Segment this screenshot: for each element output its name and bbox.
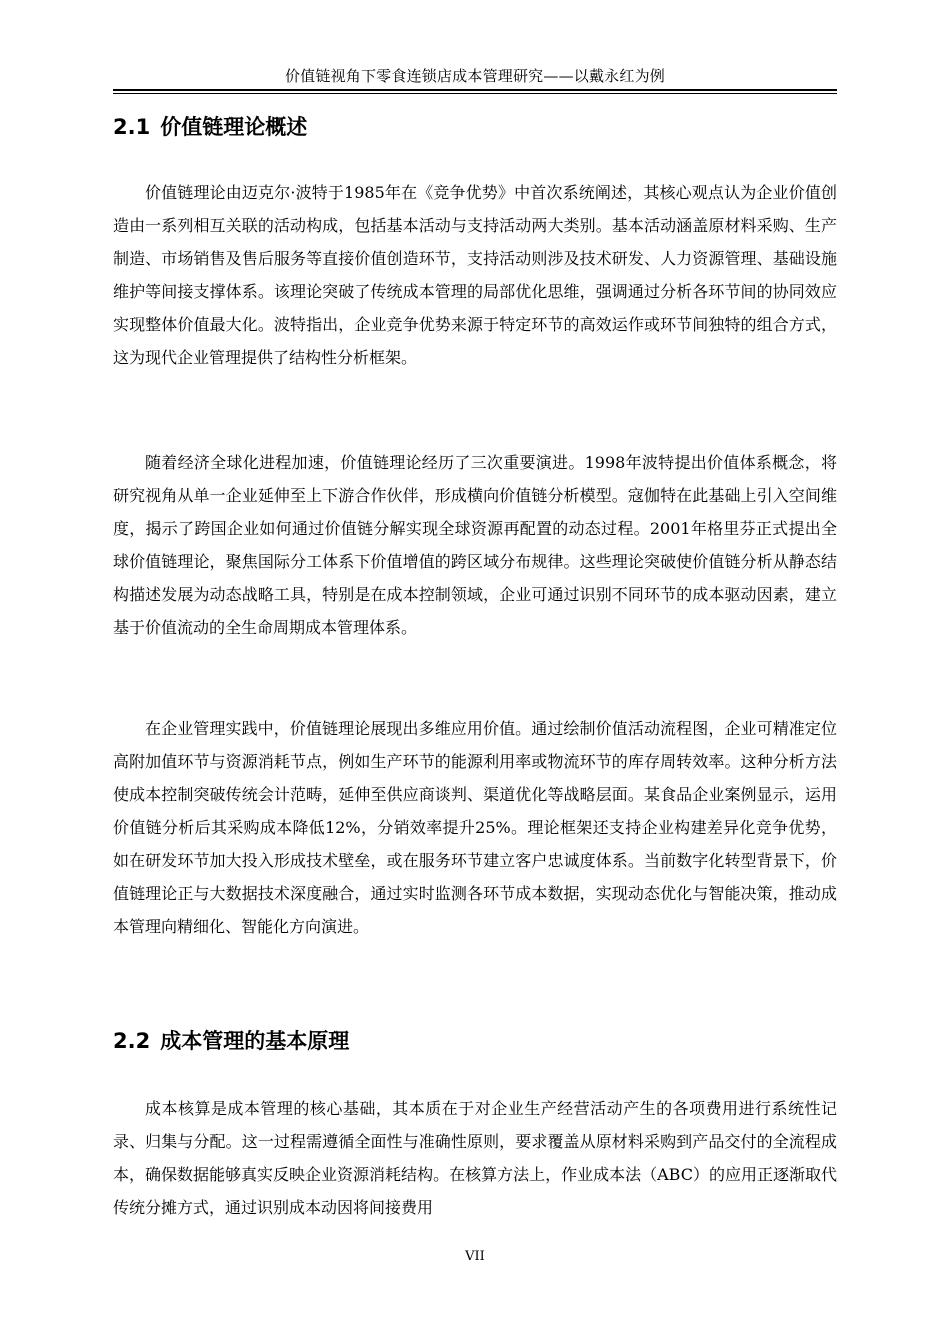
section-title: 价值链理论概述 [160,115,308,139]
paragraph: 成本核算是成本管理的核心基础，其本质在于对企业生产经营活动产生的各项费用进行系统性记录、归集与分配。这一过程需遵循全面性与准确性原则，要求覆盖从原材料采购到产品交付的全流程成本，确保数据能够真实反映企业资源消耗结构。在核算方法上，作业成本法（ABC）的应用正逐渐取代传统分摊方式，通过识别成本动因将间接费用 [113,1099,837,1217]
header-rule-thick [113,89,837,91]
section-heading-2-1 [113,113,307,141]
section-number: 2.1 [113,115,151,139]
section-title: 成本管理的基本原理 [160,1029,350,1053]
page-number: VII [465,1249,485,1264]
running-header: 价值链视角下零食连锁店成本管理研究——以戴永红为例 [284,67,665,85]
header-rule-thin [113,93,837,94]
section-number: 2.2 [113,1029,151,1053]
paragraph: 随着经济全球化进程加速，价值链理论经历了三次重要演进。1998年波特提出价值体系概念，将研究视角从单一企业延伸至上下游合作伙伴，形成横向价值链分析模型。寇伽特在此基础上引入空间维度，揭示了跨国企业如何通过价值链分解实现全球资源再配置的动态过程。2001年格里芬正式提出全球价值链理论，聚焦国际分工体系下价值增值的跨区域分布规律。这些理论突破使价值链分析从静态结构描述发展为动态战略工具，特别是在成本控制领域，企业可通过识别不同环节的成本驱动因素，建立基于价值流动的全生命周期成本管理体系。 [113,453,837,637]
section-heading-2-2 [113,1027,349,1055]
paragraph: 价值链理论由迈克尔·波特于1985年在《竞争优势》中首次系统阐述，其核心观点认为企业价值创造由一系列相互关联的活动构成，包括基本活动与支持活动两大类别。基本活动涵盖原材料采购、生产制造、市场销售及售后服务等直接价值创造环节，支持活动则涉及技术研发、人力资源管理、基础设施维护等间接支撑体系。该理论突破了传统成本管理的局部优化思维，强调通过分析各环节间的协同效应实现整体价值最大化。波特指出，企业竞争优势来源于特定环节的高效运作或环节间独特的组合方式，这为现代企业管理提供了结构性分析框架。 [113,183,837,367]
paragraph: 在企业管理实践中，价值链理论展现出多维应用价值。通过绘制价值活动流程图，企业可精准定位高附加值环节与资源消耗节点，例如生产环节的能源利用率或物流环节的库存周转效率。这种分析方法使成本控制突破传统会计范畴，延伸至供应商谈判、渠道优化等战略层面。某食品企业案例显示，运用价值链分析后其采购成本降低12%，分销效率提升25%。理论框架还支持企业构建差异化竞争优势，如在研发环节加大投入形成技术壁垒，或在服务环节建立客户忠诚度体系。当前数字化转型背景下，价值链理论正与大数据技术深度融合，通过实时监测各环节成本数据，实现动态优化与智能决策，推动成本管理向精细化、智能化方向演进。 [113,719,837,936]
